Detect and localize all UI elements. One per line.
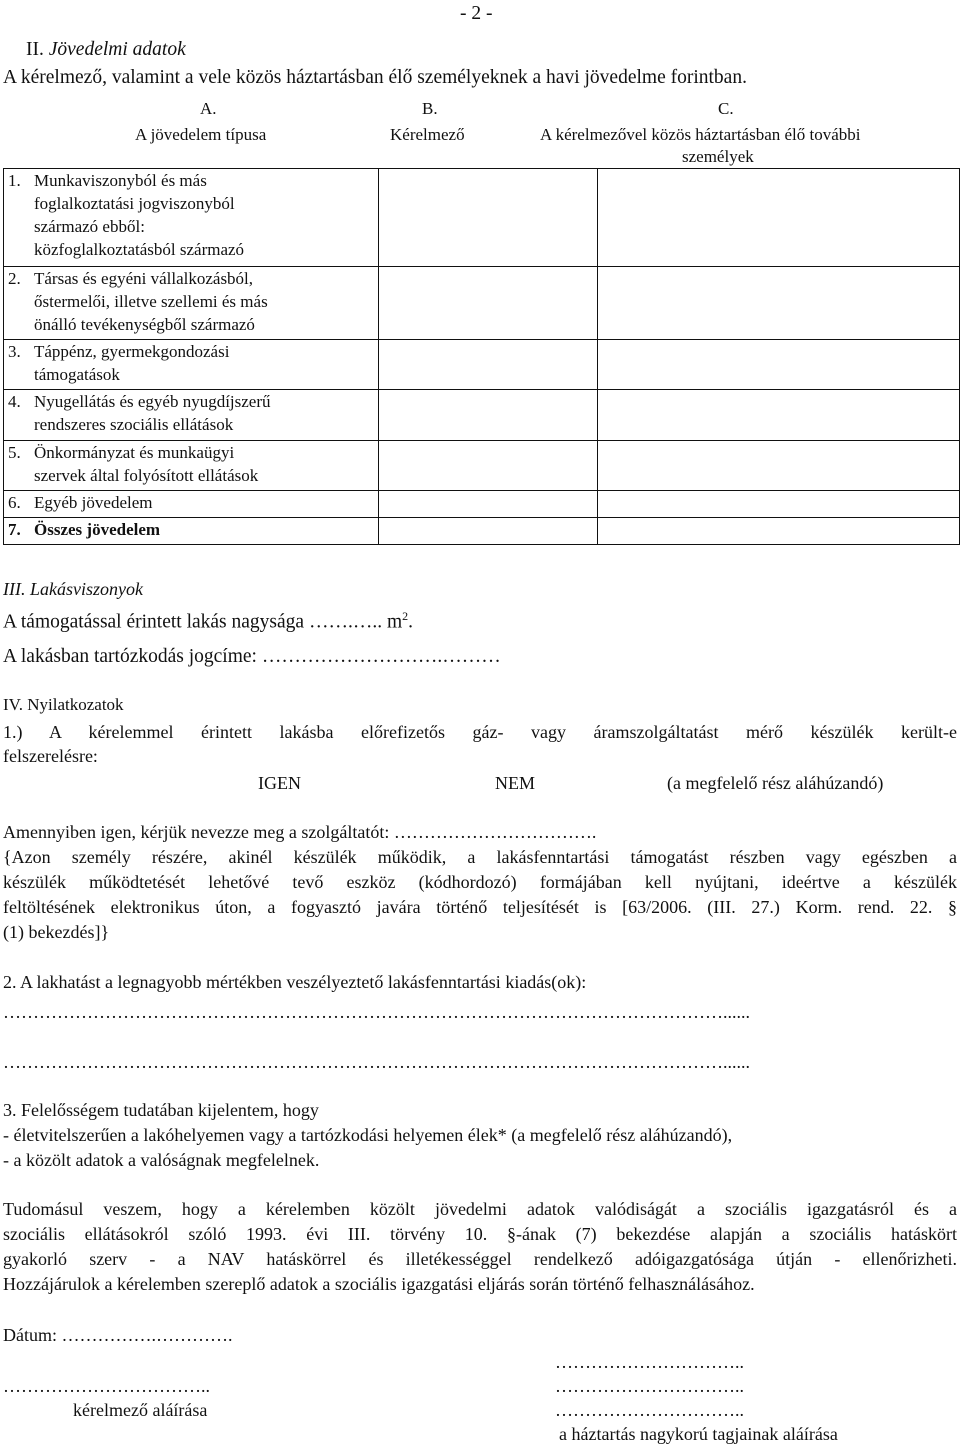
- row-1-applicant-cell[interactable]: [378, 169, 597, 267]
- row-1-household-cell[interactable]: [598, 169, 960, 267]
- household-signature-line-1[interactable]: …………………………..: [555, 1352, 744, 1372]
- consent-line-3: gyakorló szerv - a NAV hatáskörrel és illetékességgel rendelkező adóigazgatósága útján - ellenőrizheti.: [3, 1249, 957, 1269]
- note-line-1: {Azon személy részére, akinél készülék működik, a lakásfenntartási támogatást részben vagy egészben a: [3, 847, 957, 867]
- row-6-household-cell[interactable]: [598, 491, 960, 518]
- row-7-applicant-cell[interactable]: [378, 518, 597, 545]
- row-label-line: Összes jövedelem: [34, 520, 161, 539]
- q3-text: 3. Felelősségem tudatában kijelentem, hogy: [3, 1100, 319, 1120]
- flat-size-text: A támogatással érintett lakás nagysága …….….. m: [3, 611, 403, 633]
- row-number: 4.: [8, 392, 21, 411]
- row-5-household-cell[interactable]: [598, 441, 960, 491]
- table-row: [4, 491, 960, 518]
- table-row: [4, 267, 960, 340]
- row-6-label: [4, 491, 379, 518]
- note-line-4: (1) bekezdés]}: [3, 922, 110, 942]
- col-letter-b: B.: [422, 99, 438, 118]
- row-3-household-cell[interactable]: [598, 340, 960, 390]
- section-2-number: II.: [26, 39, 44, 60]
- q1-line-1: 1.) A kérelemmel érintett lakásba előrefizetős gáz- vagy áramszolgáltatást mérő készülék került-e: [3, 722, 957, 742]
- row-label-line: Egyéb jövedelem: [34, 493, 153, 512]
- row-1-label: [4, 169, 379, 267]
- table-row: [4, 441, 960, 491]
- row-label-line: szervek által folyósított ellátások: [34, 466, 259, 485]
- table-row: [4, 169, 960, 267]
- table-row: [4, 390, 960, 441]
- row-label-line: őstermelői, illetve szellemi és más: [34, 292, 268, 311]
- row-label-line: rendszeres szociális ellátások: [34, 415, 234, 434]
- col-header-household: A kérelmezővel közös háztartásban élő további: [540, 125, 861, 144]
- row-number: 7.: [8, 520, 21, 539]
- section-2-heading: [26, 38, 186, 62]
- page-number: - 2 -: [460, 3, 493, 24]
- table-row: [4, 518, 960, 545]
- flat-size-end: .: [408, 611, 413, 633]
- row-number: 5.: [8, 443, 21, 462]
- row-4-household-cell[interactable]: [598, 390, 960, 441]
- q1-line-2: felszerelésre:: [3, 746, 98, 766]
- row-5-label: [4, 441, 379, 491]
- household-signature-line-2[interactable]: …………………………..: [555, 1376, 744, 1396]
- row-4-label: [4, 390, 379, 441]
- col-header-applicant: Kérelmező: [390, 125, 465, 144]
- row-label-line: Munkaviszonyból és más: [34, 171, 207, 190]
- row-number: 2.: [8, 269, 21, 288]
- q3-item-1: - életvitelszerűen a lakóhelyemen vagy a tartózkodási helyemen élek* (a megfelelő rész aláhúzandó),: [3, 1125, 733, 1145]
- q2-text: 2. A lakhatást a legnagyobb mértékben veszélyeztető lakásfenntartási kiadás(ok):: [3, 972, 587, 992]
- row-6-applicant-cell[interactable]: [378, 491, 597, 518]
- row-2-label: [4, 267, 379, 340]
- note-line-3: feltöltésének elektronikus úton, a fogyasztó javára történő teljesítését is [63/2006. (III. 27.) Korm. rend. 22. §: [3, 897, 957, 917]
- applicant-signature-line[interactable]: ……………………………..: [3, 1376, 210, 1396]
- row-4-applicant-cell[interactable]: [378, 390, 597, 441]
- row-label-line: származó ebből:: [34, 217, 145, 236]
- col-letter-a: A.: [200, 99, 217, 118]
- table-row: [4, 340, 960, 390]
- section-2-title: Jövedelmi adatok: [48, 39, 186, 60]
- q3-item-2: - a közölt adatok a valóságnak megfelelnek.: [3, 1150, 320, 1170]
- flat-size-line: [3, 604, 413, 635]
- option-note: (a megfelelő rész aláhúzandó): [667, 773, 884, 793]
- row-3-applicant-cell[interactable]: [378, 340, 597, 390]
- q2-blank-1[interactable]: …………………………………………………………………………………………………………......: [3, 1002, 750, 1022]
- consent-line-2: szociális ellátásokról szóló 1993. évi III. törvény 10. §-ának (7) bekezdése alapján a szociális hatáskört: [3, 1224, 957, 1244]
- consent-line-4: Hozzájárulok a kérelemben szereplő adatok a szociális igazgatási eljárás során történő felhasználásához.: [3, 1274, 755, 1294]
- q2-blank-2[interactable]: …………………………………………………………………………………………………………......: [3, 1052, 750, 1072]
- row-label-line: foglalkoztatási jogviszonyból: [34, 194, 235, 213]
- row-3-label: [4, 340, 379, 390]
- row-label-line: Nyugellátás és egyéb nyugdíjszerű: [34, 392, 271, 411]
- option-no[interactable]: NEM: [495, 773, 535, 793]
- consent-line-1: Tudomásul veszem, hogy a kérelemben közölt jövedelmi adatok valódiságát a szociális igazgatásról és a: [3, 1199, 957, 1219]
- col-letter-c: C.: [718, 99, 734, 118]
- row-label-line: közfoglalkoztatásból származó: [34, 240, 245, 259]
- provider-line: Amennyiben igen, kérjük nevezze meg a szolgáltatót: …………………………….: [3, 822, 597, 842]
- col-header-type: A jövedelem típusa: [135, 125, 267, 144]
- date-line[interactable]: Dátum: …………….………….: [3, 1325, 233, 1345]
- household-signature-label: a háztartás nagykorú tagjainak aláírása: [559, 1424, 838, 1444]
- row-label-line: Társas és egyéni vállalkozásból,: [34, 269, 254, 288]
- income-table: [3, 168, 960, 545]
- row-2-household-cell[interactable]: [598, 267, 960, 340]
- section-4-heading: IV. Nyilatkozatok: [3, 695, 124, 714]
- row-label-line: Táppénz, gyermekgondozási: [34, 342, 230, 361]
- flat-size-unit-sup: 2: [402, 609, 409, 623]
- row-2-applicant-cell[interactable]: [378, 267, 597, 340]
- row-label-line: önálló tevékenységből származó: [34, 315, 255, 334]
- household-signature-line-3[interactable]: …………………………..: [555, 1400, 744, 1420]
- section-2-intro: A kérelmező, valamint a vele közös háztartásban élő személyeknek a havi jövedelme forintban.: [3, 67, 747, 88]
- row-7-household-cell[interactable]: [598, 518, 960, 545]
- applicant-signature-label: kérelmező aláírása: [73, 1400, 208, 1420]
- row-number: 1.: [8, 171, 21, 190]
- note-line-2: készülék működtetését lehetővé tevő eszköz (kódhordozó) formájában kell nyújtani, ideértve a készülék: [3, 872, 957, 892]
- option-yes[interactable]: IGEN: [258, 773, 301, 793]
- row-label-line: Önkormányzat és munkaügyi: [34, 443, 235, 462]
- row-5-applicant-cell[interactable]: [378, 441, 597, 491]
- section-3-heading: III. Lakásviszonyok: [3, 579, 143, 599]
- row-number: 6.: [8, 493, 21, 512]
- row-7-label: [4, 518, 379, 545]
- col-header-household-2: személyek: [682, 147, 754, 166]
- residence-title-line: A lakásban tartózkodás jogcíme: ……………………….………: [3, 646, 501, 667]
- row-label-line: támogatások: [34, 365, 120, 384]
- row-number: 3.: [8, 342, 21, 361]
